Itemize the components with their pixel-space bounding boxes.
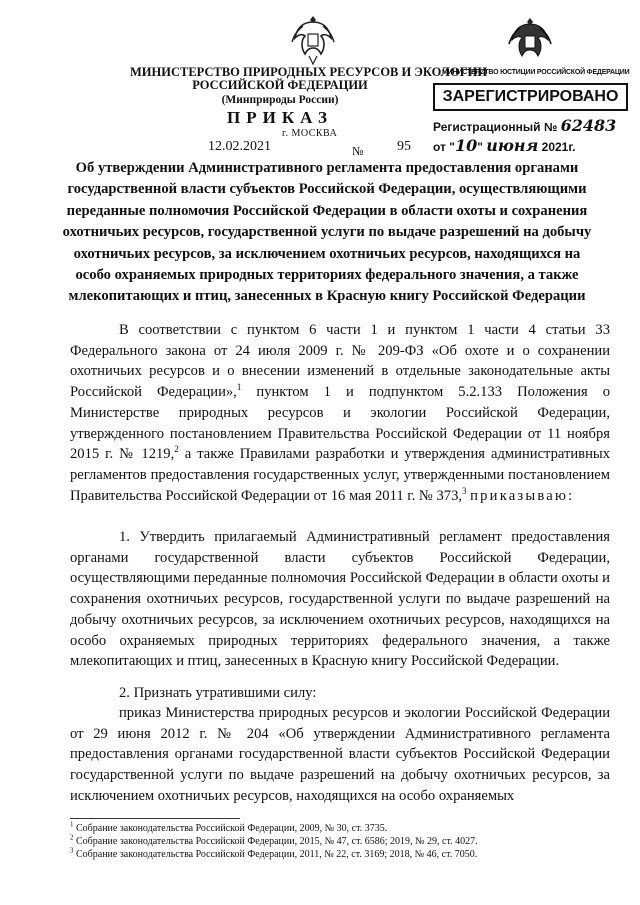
preamble-text-b: пунктом 1 и подпунктом 5.2.133 Положения о Министерстве природных ресурсов и экологии Российской Федерации, утвержденного постановлением Правительства Российской Федерации от 11 ноября 2015 г. № 1219, [70,384,611,463]
preamble-text-c: а также Правилами разработки и утверждения административных регламентов предоставления государственных услуг, утвержденными постановлением Правительства Российской Федерации от 16 мая 2011 г. № 373, [70,446,610,504]
stamp-registration-line [433,116,616,135]
stamp-registered: ЗАРЕГИСТРИРОВАНО [433,83,628,111]
order-number-label: № [352,144,364,158]
footnote-1 [70,820,610,835]
preamble-text-a: В соответствии с пунктом 6 части 1 и пунктом 1 части 4 статьи 33 Федерального закона от 24 июля 2009 г. № 209-ФЗ «Об охоте и о сохранении охотничьих ресурсов и о внесении изменений в отдельные законодательные акты Российской Федерации», [70,322,610,401]
footnote-ref-1: 1 [236,382,242,393]
ministry-name-line1: МИНИСТЕРСТВО ПРИРОДНЫХ РЕСУРСОВ И ЭКОЛОГИИ [130,65,488,79]
document-title: Об утверждении Административного регламента предоставления органами государственной власти субъектов Российской Федерации, осуществляющими переданные полномочия Российской Федерации в области охоты и сохранения охотничьих ресурсов, государственной услуги по выдаче разрешений на добычу охотничьих ресурсов, за исключением охотничьих ресурсов, находящихся на особо охраняемых природных территориях федерального значения, а также млекопитающих и птиц, занесенных в Красную книгу Российской Федерации [62,160,592,305]
coat-of-arms-emblem-icon [289,12,337,68]
stamp-date-year: 2021г. [541,140,576,154]
footnote-3 [70,846,610,861]
footnote-mark-1: 1 [70,820,74,829]
footnote-text-3: Собрание законодательства Российской Федерации, 2011, № 22, ст. 3169; 2018, № 46, ст. 7050. [76,849,478,860]
footnote-ref-2: 2 [174,444,179,455]
footnote-ref-3: 3 [462,485,467,496]
preamble-text-d: приказываю: [470,487,575,504]
footnote-text-2: Собрание законодательства Российской Федерации, 2015, № 47, ст. 6586; 2019, № 29, ст. 4027. [76,836,478,847]
stamp-date-line [433,136,575,155]
footnote-mark-3: 3 [70,846,74,855]
preamble-paragraph [70,320,610,506]
stamp-reg-label: Регистрационный № [433,120,558,134]
repealed-order-paragraph: приказ Министерства природных ресурсов и экологии Российской Федерации от 29 июня 2012 г. № 204 «Об утверждении Административного регламента предоставления органами государственной власти субъектов Российской Федерации государственной услуги по выдаче разрешений на добычу охотничьих ресурсов, за исключением охотничьих ресурсов, находящихся на особо охраняемых [70,705,610,804]
ministry-short-name: (Минприроды России) [221,94,339,106]
ministry-name-line2: РОССИЙСКОЙ ФЕДЕРАЦИИ [192,78,368,92]
stamp-date-sep: " [477,140,483,154]
stamp-coat-of-arms-icon [506,14,554,70]
item-2-paragraph: 2. Признать утратившими силу: [119,685,317,701]
stamp-date-day: 10 [454,136,478,155]
footnote-mark-2: 2 [70,833,74,842]
item-1-paragraph: 1. Утвердить прилагаемый Административный регламент предоставления органами государственной власти субъектов Российской Федерации, осуществляющими переданные полномочия Российской Федерации в области охоты и сохранения охотничьих ресурсов, государственной услуги по выдаче разрешений на добычу охотничьих ресурсов, за исключением охотничьих ресурсов, находящихся на особо охраняемых природных территориях федерального значения, а также млекопитающих и птиц, занесенных в Красную книгу Российской Федерации. [70,529,610,670]
stamp-date-prefix: от " [433,140,455,154]
stamp-date-month: июня [486,136,539,155]
order-number: 95 [397,139,411,154]
footnote-2 [70,833,610,848]
stamp-organization: МИНИСТЕРСТВО ЮСТИЦИИ РОССИЙСКОЙ ФЕДЕРАЦИИ [442,69,630,76]
footnote-text-1: Собрание законодательства Российской Федерации, 2009, № 30, ст. 3735. [76,823,388,834]
footnote-divider [70,818,240,819]
document-type: ПРИКАЗ [227,108,333,127]
ministry-name [130,65,488,92]
order-city: г. МОСКВА [282,128,338,139]
stamp-reg-number: 62483 [560,116,617,135]
order-date: 12.02.2021 [208,139,271,154]
